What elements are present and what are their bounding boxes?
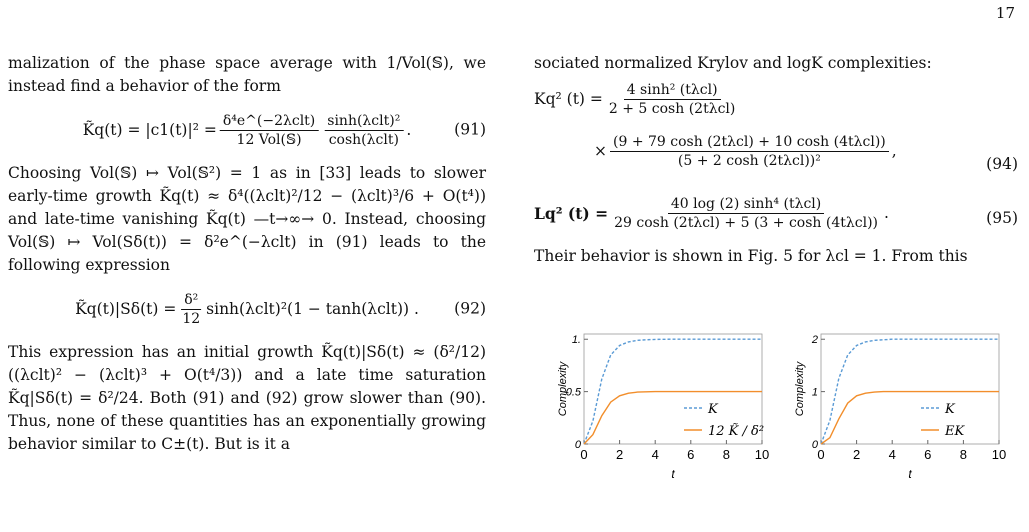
x-tick-label: 2 <box>615 447 624 462</box>
eq-lhs: K̃q(t)|Sδ(t) = <box>75 299 177 318</box>
eq-fraction: $\frac{\text{δ⁴e\textasciicircum{}(−2λclt)}}{\text{12 Vol(𝕊)}}$ <box>220 112 318 149</box>
equation-91 <box>8 98 486 162</box>
y-tick-label: 0.5 <box>565 386 581 399</box>
equation-number: (91) <box>454 120 486 139</box>
plot-frame <box>821 334 999 444</box>
eq-fraction: $\frac{\text{4 sinh² (tλcl)}}{\text{2 + 5 cosh (2tλcl)}}$ <box>608 82 736 117</box>
x-tick-label: 2 <box>852 447 861 462</box>
x-tick-label: 8 <box>722 447 731 462</box>
eq-tail: , <box>891 142 897 160</box>
equation-number: (94) <box>986 155 1018 173</box>
paragraph: Choosing Vol(𝕊) ↦ Vol(𝕊²) = 1 as in [33] leads to slower early-time growth K̃q(t) ≈ δ⁴((λclt)²/12 − (λclt)³/6 + O(t⁴)) and late-time vanishing K̃q(t) —t→∞→ 0. Instead, choosing Vol(𝕊) ↦ Vol(Sδ(t)) = δ²e^(−λclt) in (91) leads to the following expression <box>8 164 486 274</box>
eq-tail: . <box>884 204 889 222</box>
y-tick-label: 1. <box>571 334 581 347</box>
figure-5-left-chart <box>556 322 786 512</box>
x-tick-label: 10 <box>991 447 1007 462</box>
y-tick-label: 1 <box>811 386 818 399</box>
x-tick-label: 6 <box>924 447 932 462</box>
eq-rhs: sinh(λclt)²(1 − tanh(λclt)) . <box>206 299 419 318</box>
x-tick-label: 6 <box>687 447 695 462</box>
legend-label: 12 K̃ / δ² <box>708 424 765 439</box>
x-tick-label: 4 <box>651 447 659 462</box>
right-column <box>534 52 1018 268</box>
eq-fraction: $\frac{\text{δ²}}{12}$ <box>182 291 201 327</box>
x-tick-label: 0 <box>817 447 825 462</box>
series-line-1 <box>821 392 999 444</box>
y-tick-label: 0 <box>574 439 581 451</box>
left-column <box>8 52 486 456</box>
legend-label: K <box>708 402 718 417</box>
eq-fraction: $\frac{\text{40 log (2) sinh⁴ (tλcl)}}{\text{29 cosh (2tλcl) + 5 (3 + cosh (4tλcl))}}$ <box>614 196 878 231</box>
paragraph: sociated normalized Krylov and logK complexities: <box>534 54 932 72</box>
x-tick-label: 4 <box>888 447 896 462</box>
equation-94 <box>534 75 1018 193</box>
eq-times: × <box>594 142 607 160</box>
y-tick-label: 0 <box>811 439 818 451</box>
y-axis-label: Complexity <box>794 361 806 417</box>
eq-lhs: K̃q(t) = |c1(t)|² = <box>82 120 217 139</box>
paragraph: This expression has an initial growth K̃q(t)|Sδ(t) ≈ (δ²/12)((λclt)² − (λclt)³ + O(t⁴/3)) and a late time saturation K̃q|Sδ(t) = δ²/24. Both (91) and (92) grow slower than (90). Thus, none of these quantities has an exponentially growing behavior similar to C±(t). But is it a <box>8 343 486 453</box>
x-tick-label: 10 <box>754 447 770 462</box>
page-number: 17 <box>995 4 1015 22</box>
equation-number: (95) <box>986 209 1018 227</box>
x-tick-label: 0 <box>580 447 588 462</box>
legend-label: EK <box>945 424 965 439</box>
eq-lhs: Lq² (t) = <box>534 204 609 223</box>
y-tick-label: 2 <box>811 334 818 347</box>
y-axis-label: Complexity <box>557 361 569 417</box>
eq-fraction: $\frac{\text{sinh(λclt)²}}{\text{cosh(λclt)}}$ <box>324 112 403 149</box>
x-axis-label: t <box>671 467 675 481</box>
eq-tail: . <box>406 120 412 139</box>
x-axis-label: t <box>908 467 912 481</box>
eq-lhs: Kq² (t) = <box>534 90 603 108</box>
x-tick-label: 8 <box>959 447 968 462</box>
eq-fraction: $\frac{\text{(9 + 79 cosh (2tλcl) + 10 cosh (4tλcl))}}{\text{(5 + 2 cosh (2tλcl))²}}$ <box>610 133 889 170</box>
paragraph: Their behavior is shown in Fig. 5 for λcl = 1. From this <box>534 247 968 265</box>
figure-5-right-chart <box>793 322 1023 512</box>
equation-95 <box>534 193 1018 245</box>
legend-label: K <box>945 402 955 417</box>
paragraph: malization of the phase space average with 1/Vol(𝕊), we instead find a behavior of the form <box>8 54 486 95</box>
equation-92 <box>8 277 486 341</box>
equation-number: (92) <box>454 299 486 318</box>
